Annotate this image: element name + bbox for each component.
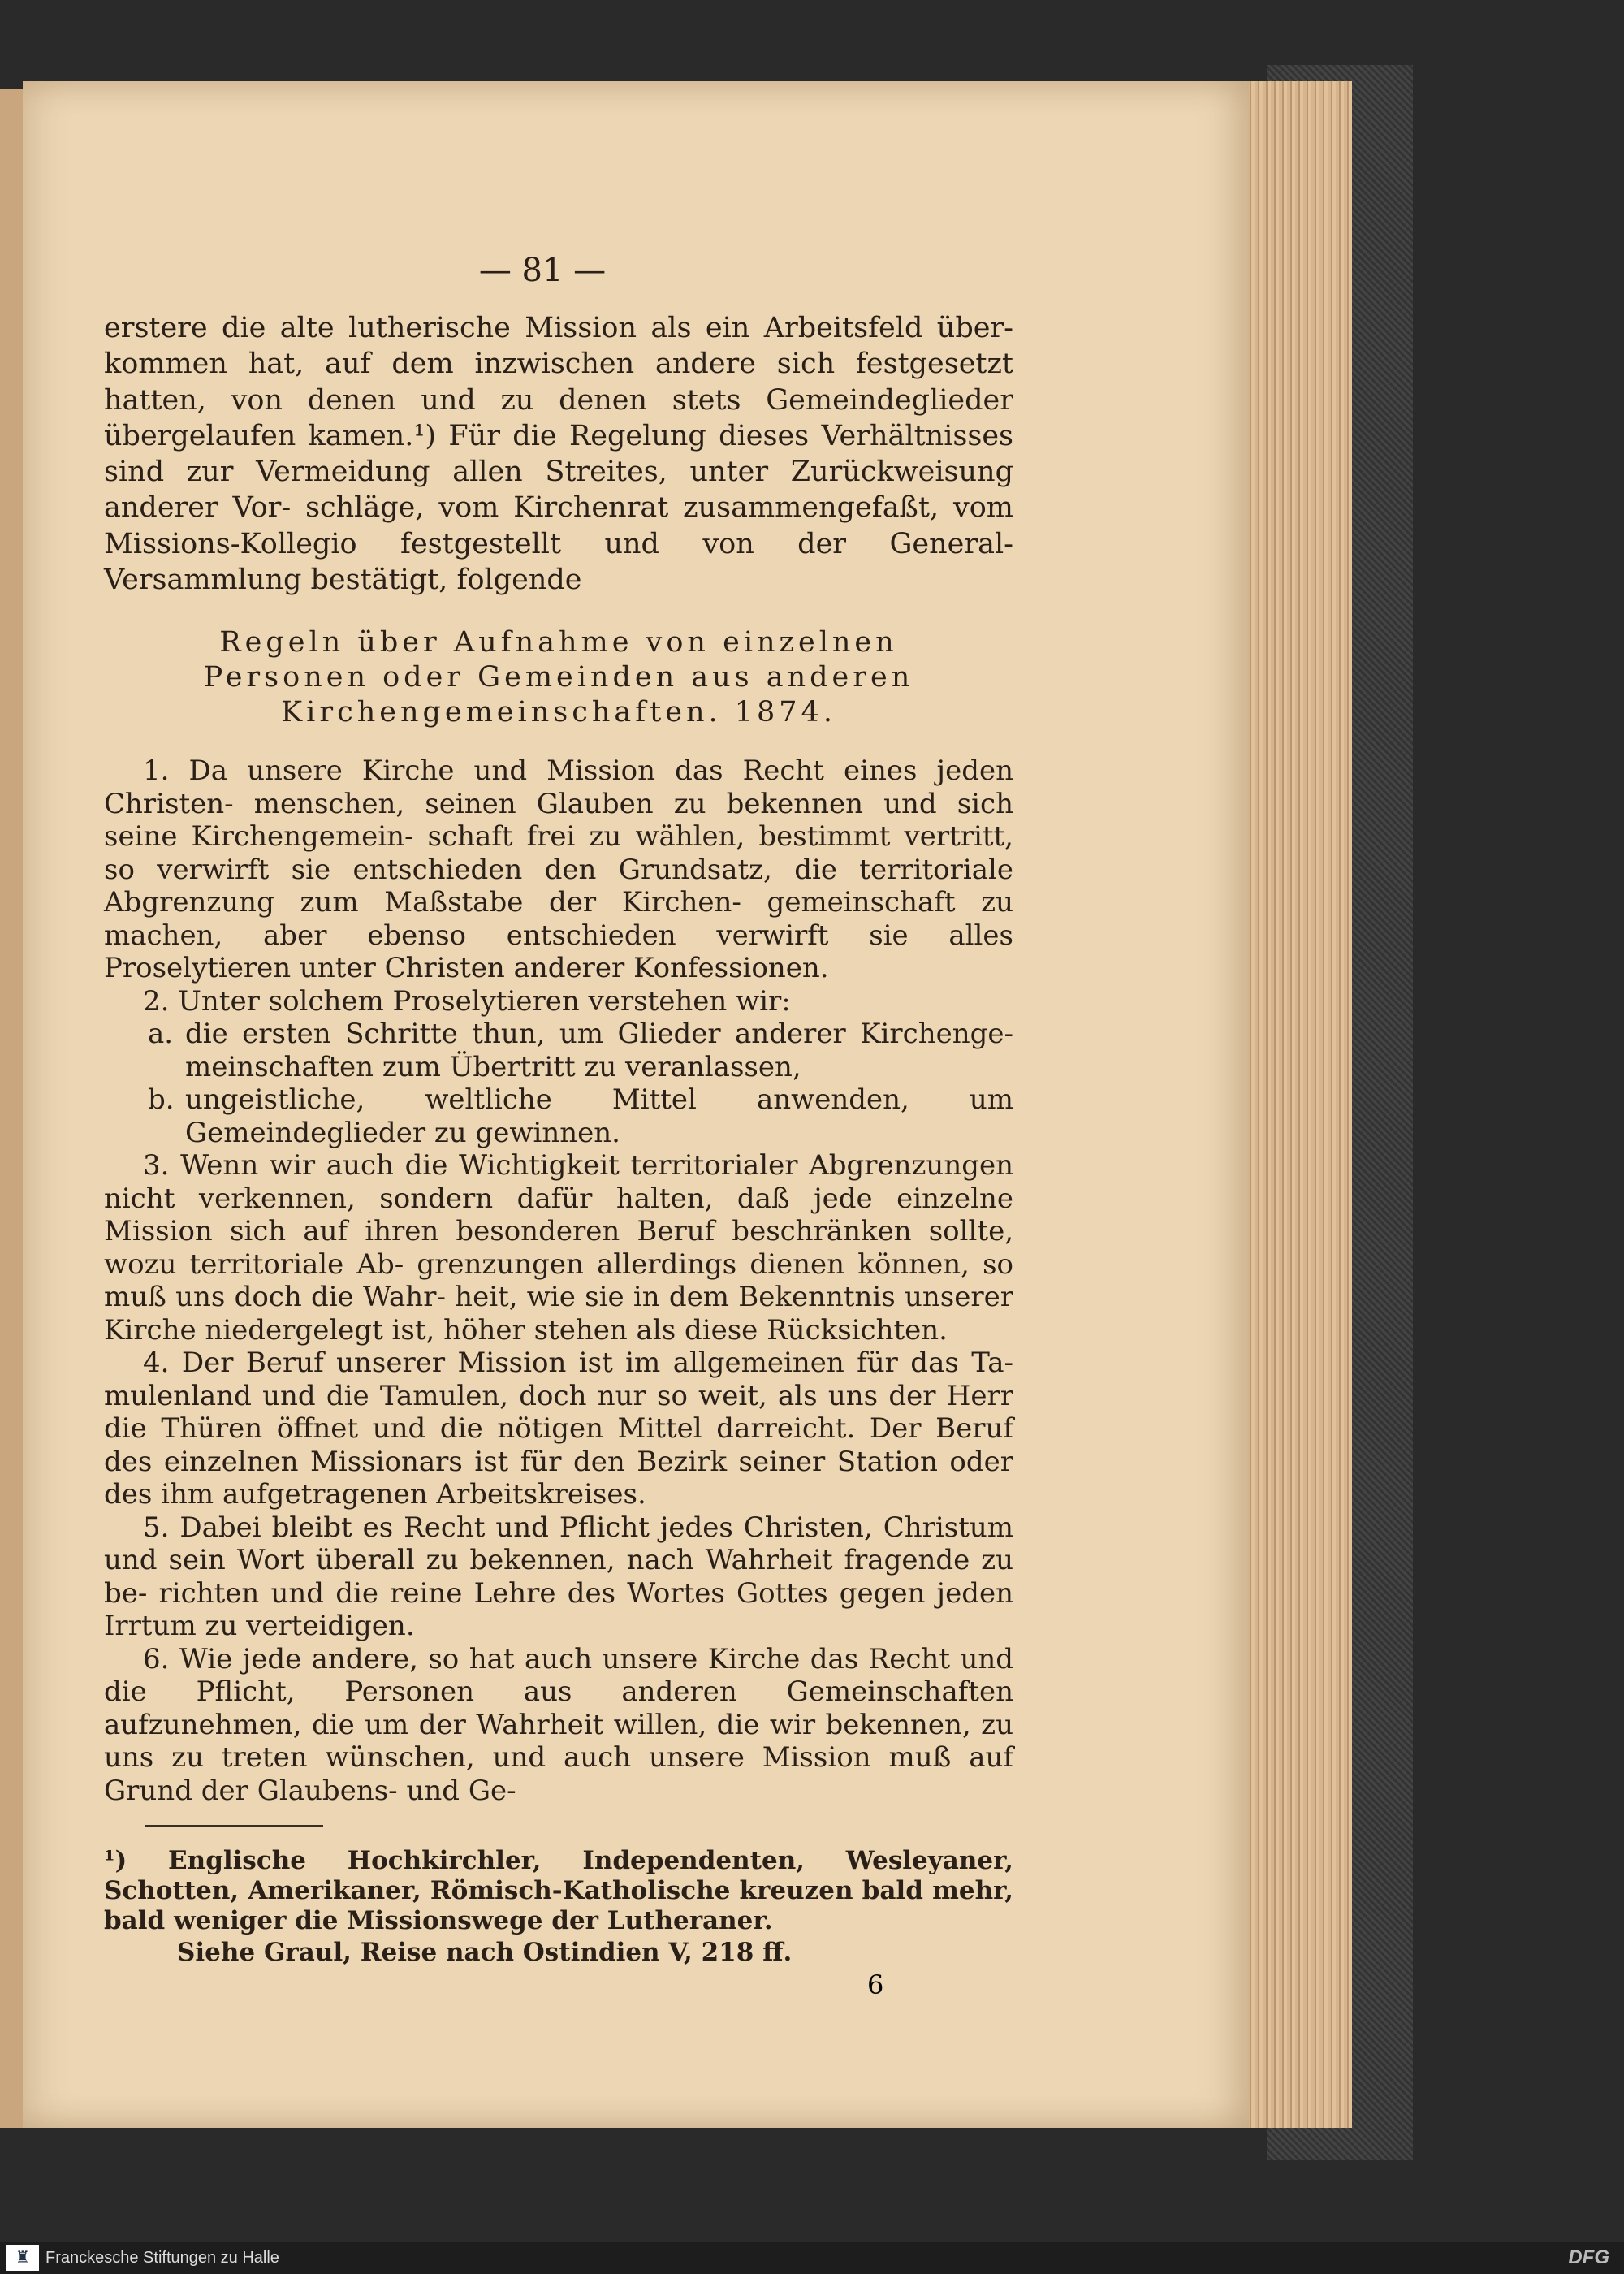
- dfg-logo: DFG: [1568, 2246, 1609, 2268]
- page-content: [104, 252, 1013, 1968]
- footnote-reference: Siehe Graul, Reise nach Ostindien V, 218 ff.: [177, 1938, 793, 1968]
- rule-2b-letter: b.: [148, 1083, 175, 1117]
- rule-2a: [104, 1018, 1013, 1083]
- rule-3: 3. Wenn wir auch die Wichtigkeit territorialer Abgrenzungen nicht verkennen, sondern dafür halten, daß jede einzelne Mission sich auf ihren besonderen Beruf beschränken sollte, wozu territoriale Ab- grenzungen allerdings dienen können, so muß uns doch die Wahr- heit, wie sie in dem Bekenntnis unserer Kirche niedergelegt ist, höher stehen als diese Rücksichten.: [104, 1149, 1013, 1347]
- institution-logo: [6, 2245, 39, 2271]
- rule-2a-text: die ersten Schritte thun, um Glieder anderer Kirchenge- meinschaften zum Übertritt zu veranlassen,: [185, 1018, 1013, 1083]
- previous-page-edge: [0, 89, 23, 2128]
- page-number: — 81 —: [478, 252, 607, 289]
- rule-2a-letter: a.: [148, 1018, 174, 1051]
- footnote-divider: [145, 1825, 323, 1827]
- footnote: ¹) Englische Hochkirchler, Independenten, Wesleyaner, Schotten, Amerikaner, Römisch-Katholische kreuzen bald mehr, bald weniger die Missionswege der Lutheraner.: [104, 1846, 1013, 1936]
- intro-paragraph: erstere die alte lutherische Mission als ein Arbeitsfeld über- kommen hat, auf dem inzwischen andere sich festgesetzt hatten, von denen und zu denen stets Gemeindeglieder übergelaufen kamen.¹) Für die Regelung dieses Verhältnisses sind zur Vermeidung allen Streites, unter Zurückweisung anderer Vor- schläge, vom Kirchenrat zusammengefaßt, vom Missions-Kollegio festgestellt und von der General-Versammlung bestätigt, folgende: [104, 312, 1013, 597]
- heading-line-1: Regeln über Aufnahme von einzelnen: [219, 626, 898, 659]
- rule-1: 1. Da unsere Kirche und Mission das Recht eines jeden Christen- menschen, seinen Glauben zu bekennen und sich seine Kirchengemein- schaft frei zu wählen, bestimmt vertritt, so verwirft sie entschieden den Grundsatz, die territoriale Abgrenzung zum Maßstabe der Kirchen- gemeinschaft zu machen, aber ebenso entschieden verwirft sie alles Proselytieren unter Christen anderer Konfessionen.: [104, 754, 1013, 985]
- rule-2b: [104, 1083, 1013, 1149]
- heading-line-3: Kirchengemeinschaften. 1874.: [281, 696, 836, 729]
- rule-2b-text: ungeistliche, weltliche Mittel anwenden, um Gemeindeglieder zu gewinnen.: [185, 1083, 1013, 1149]
- rule-6: 6. Wie jede andere, so hat auch unsere Kirche das Recht und die Pflicht, Personen aus anderen Gemeinschaften aufzunehmen, die um der Wahrheit willen, die wir bekennen, zu uns zu treten wünschen, und auch unsere Mission muß auf Grund der Glaubens- und Ge-: [104, 1642, 1013, 1807]
- rule-4: 4. Der Beruf unserer Mission ist im allgemeinen für das Ta- mulenland und die Tamulen, doch nur so weit, als uns der Herr die Thüren öffnet und die nötigen Mittel darreicht. Der Beruf des einzelnen Missionars ist für den Bezirk seiner Station oder des ihm aufgetragenen Arbeitskreises.: [104, 1347, 1013, 1511]
- section-heading: [104, 625, 1013, 730]
- book-page: [23, 81, 1249, 2128]
- rule-2: 2. Unter solchem Proselytieren verstehen wir:: [143, 984, 791, 1018]
- institution-logo-icon: ♜: [15, 2249, 30, 2267]
- viewer-footer: [0, 2242, 1624, 2274]
- rule-5: 5. Dabei bleibt es Recht und Pflicht jedes Christen, Christum und sein Wort überall zu bekennen, nach Wahrheit fragende zu be- richten und die reine Lehre des Wortes Gottes gegen jeden Irrtum zu verteidigen.: [104, 1511, 1013, 1643]
- heading-line-2: Personen oder Gemeinden aus anderen: [203, 661, 914, 694]
- institution-name[interactable]: Franckesche Stiftungen zu Halle: [45, 2249, 279, 2267]
- signature-mark: 6: [867, 1969, 884, 2000]
